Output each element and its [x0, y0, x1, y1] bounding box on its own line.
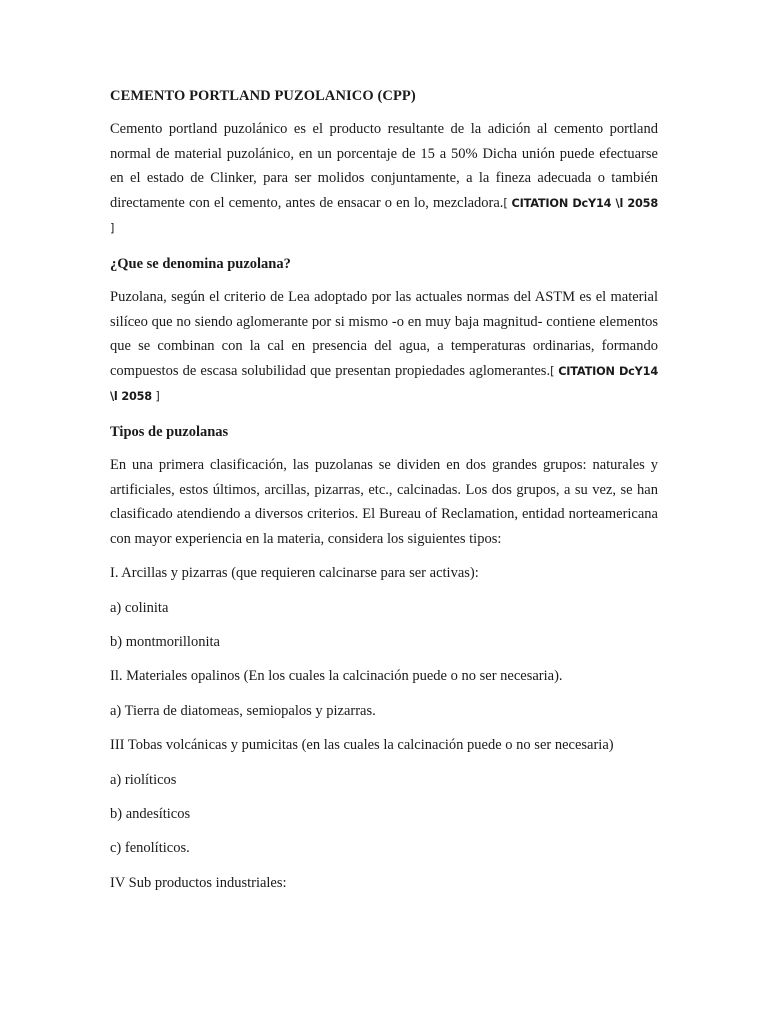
puzolana-citation-open: [	[550, 364, 555, 378]
puzolana-text: Puzolana, según el criterio de Lea adoptado por las actuales normas del ASTM es el material silíceo que no siendo aglomerante por si mismo -o en muy baja magnitud- contiene elementos que se combinan con la cal en presencia del agua, a temperaturas ordinarias, formando compuestos de escasa solubilidad que presentan propiedades aglomerantes.	[110, 288, 658, 379]
list-item: b) andesíticos	[110, 806, 191, 823]
list-item: a) colinita	[110, 599, 169, 616]
intro-citation-open: [	[503, 196, 508, 210]
list-item: a) Tierra de diatomeas, semiopalos y pizarras.	[110, 702, 376, 719]
section-heading-tipos: Tipos de puzolanas	[110, 423, 229, 440]
list-item: I. Arcillas y pizarras (que requieren calcinarse para ser activas):	[110, 565, 479, 582]
list-item: a) riolíticos	[110, 771, 177, 788]
document-title: CEMENTO PORTLAND PUZOLANICO (CPP)	[110, 88, 416, 104]
section-heading-puzolana: ¿Que se denomina puzolana?	[110, 255, 291, 272]
list-item: c) fenolíticos.	[110, 840, 190, 857]
intro-citation-close: ]	[110, 222, 115, 236]
list-item: Il. Materiales opalinos (En los cuales la calcinación puede o no ser necesaria).	[110, 668, 563, 685]
puzolana-citation-text: CITATION DcY14 \l 2058	[110, 364, 658, 404]
list-item: III Tobas volcánicas y pumicitas (en las cuales la calcinación puede o no ser necesaria)	[110, 737, 614, 754]
intro-text: Cemento portland puzolánico es el producto resultante de la adición al cemento portland normal de material puzolánico, en un porcentaje de 15 a 50% Dicha unión puede efectuarse en el estado de Clinker, para ser molidos conjuntamente, a la fineza adecuada o también directamente con el cemento, antes de ensacar o en lo, mezcladora.	[110, 121, 658, 211]
puzolana-citation-close: ]	[155, 390, 160, 404]
puzolana-paragraph	[110, 285, 658, 410]
document-body	[110, 84, 658, 905]
tipos-paragraph: En una primera clasificación, las puzolanas se dividen en dos grandes grupos: naturales y artificiales, estos últimos, arcillas, pizarras, etc., calcinadas. Los dos grupos, a su vez, se han clasificado atendiendo a diversos criterios. El Bureau of Reclamation, entidad norteamericana con mayor experiencia en la materia, considera los siguientes tipos:	[110, 456, 658, 547]
intro-citation-text: CITATION DcY14 \l 2058	[511, 196, 658, 210]
intro-paragraph	[110, 117, 658, 242]
list-item: b) montmorillonita	[110, 634, 220, 651]
list-item: IV Sub productos industriales:	[110, 874, 287, 891]
